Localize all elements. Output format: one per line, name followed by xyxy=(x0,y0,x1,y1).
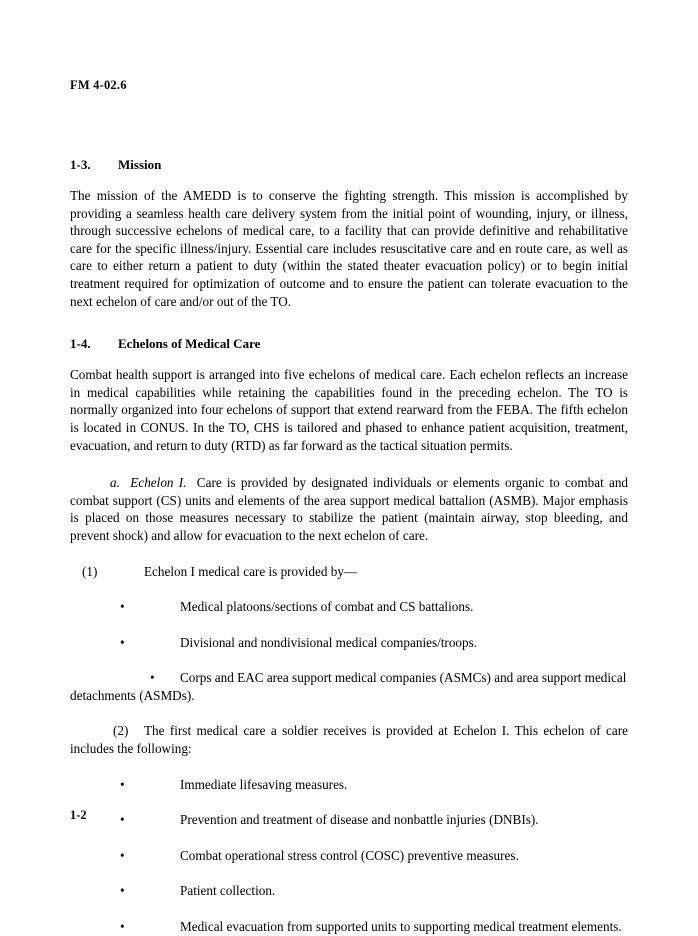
section-paragraph-echelons: Combat health support is arranged into five echelons of medical care. Each echelon reflects an increase in medical capabilities while retaining the capabilities found in the preceding echelon. The TO is normally organized into four echelons of support that extend rearward from the FEBA. The fifth echelon is located in CONUS. In the TO, CHS is tailored and phased to enhance patient acquisition, treatment, evacuation, and return to duty (RTD) as far forward as the tactical situation permits. xyxy=(70,367,628,453)
section-paragraph-mission: The mission of the AMEDD is to conserve the fighting strength. This mission is accomplished by providing a seamless health care delivery system from the initial point of wounding, injury, or illness, through successive echelons of medical care, to a facility that can provide definitive and rehabilitative care for the specific illness/injury. Essential care includes resuscitative care and en route care, as well as care to either return a patient to duty (within the stated theater evacuation policy) or to begin initial treatment required for optimization of outcome and to ensure the patient can tolerate evacuation to the next echelon of care and/or out of the TO. xyxy=(70,188,628,309)
list-item-text: Immediate lifesaving measures. xyxy=(180,776,348,792)
numbered-item-2 xyxy=(70,722,628,757)
bullet-icon: • xyxy=(120,812,125,828)
list-item xyxy=(70,598,628,616)
section-heading-echelons xyxy=(70,336,628,352)
list-item-text: Medical platoons/sections of combat and CS battalions. xyxy=(180,599,474,615)
list-item-text: Prevention and treatment of disease and nonbattle injuries (DNBIs). xyxy=(180,812,539,828)
subsection-a-paragraph xyxy=(70,474,628,544)
page-number: 1-2 xyxy=(70,808,87,822)
item-text: The first medical care a soldier receives is provided at Echelon I. This echelon of care includes the following: xyxy=(70,723,628,757)
list-item xyxy=(70,776,628,794)
section-heading-mission xyxy=(70,157,628,173)
list-item-text: Medical evacuation from supported units to supporting medical treatment elements. xyxy=(180,919,622,935)
section-number: 1-4. xyxy=(70,336,91,352)
bullet-icon: • xyxy=(120,883,125,899)
subsection-label: a. xyxy=(110,475,120,491)
bullet-icon: • xyxy=(120,776,125,792)
section-title: Mission xyxy=(118,157,162,172)
list-item xyxy=(70,811,628,829)
item-marker: (2) xyxy=(113,723,129,739)
list-item xyxy=(70,669,628,704)
subsection-body: Care is provided by designated individuals or elements organic to combat and combat support (CS) units and elements of the area support medical battalion (ASMB). Major emphasis is placed on those measures necessary to stabilize the patient (maintain airway, stop bleeding, and prevent shock) and allow for evacuation to the next echelon of care. xyxy=(70,475,629,543)
list-item xyxy=(70,634,628,652)
bullet-icon: • xyxy=(150,670,155,686)
bullet-icon: • xyxy=(120,919,125,935)
section-title: Echelons of Medical Care xyxy=(118,336,261,352)
list-item xyxy=(70,882,628,900)
list-item-text: Combat operational stress control (COSC) preventive measures. xyxy=(180,847,519,863)
list-item xyxy=(70,918,628,936)
list-item xyxy=(70,847,628,865)
header-spacer xyxy=(70,93,628,157)
bullet-icon: • xyxy=(120,599,125,615)
document-header-id: FM 4-02.6 xyxy=(70,78,127,92)
item-text: Echelon I medical care is provided by— xyxy=(144,563,358,579)
item-marker: (1) xyxy=(82,563,98,579)
section-number: 1-3. xyxy=(70,157,91,172)
list-item-text: Divisional and nondivisional medical companies/troops. xyxy=(180,634,478,650)
bullet-icon: • xyxy=(120,847,125,863)
list-item-text: Corps and EAC area support medical companies (ASMCs) and area support medical detachments (ASMDs). xyxy=(70,670,627,703)
bullet-icon: • xyxy=(120,634,125,650)
subsection-italic-title: Echelon I. xyxy=(130,475,187,491)
numbered-item-1 xyxy=(70,563,628,581)
list-item-text: Patient collection. xyxy=(180,883,276,899)
